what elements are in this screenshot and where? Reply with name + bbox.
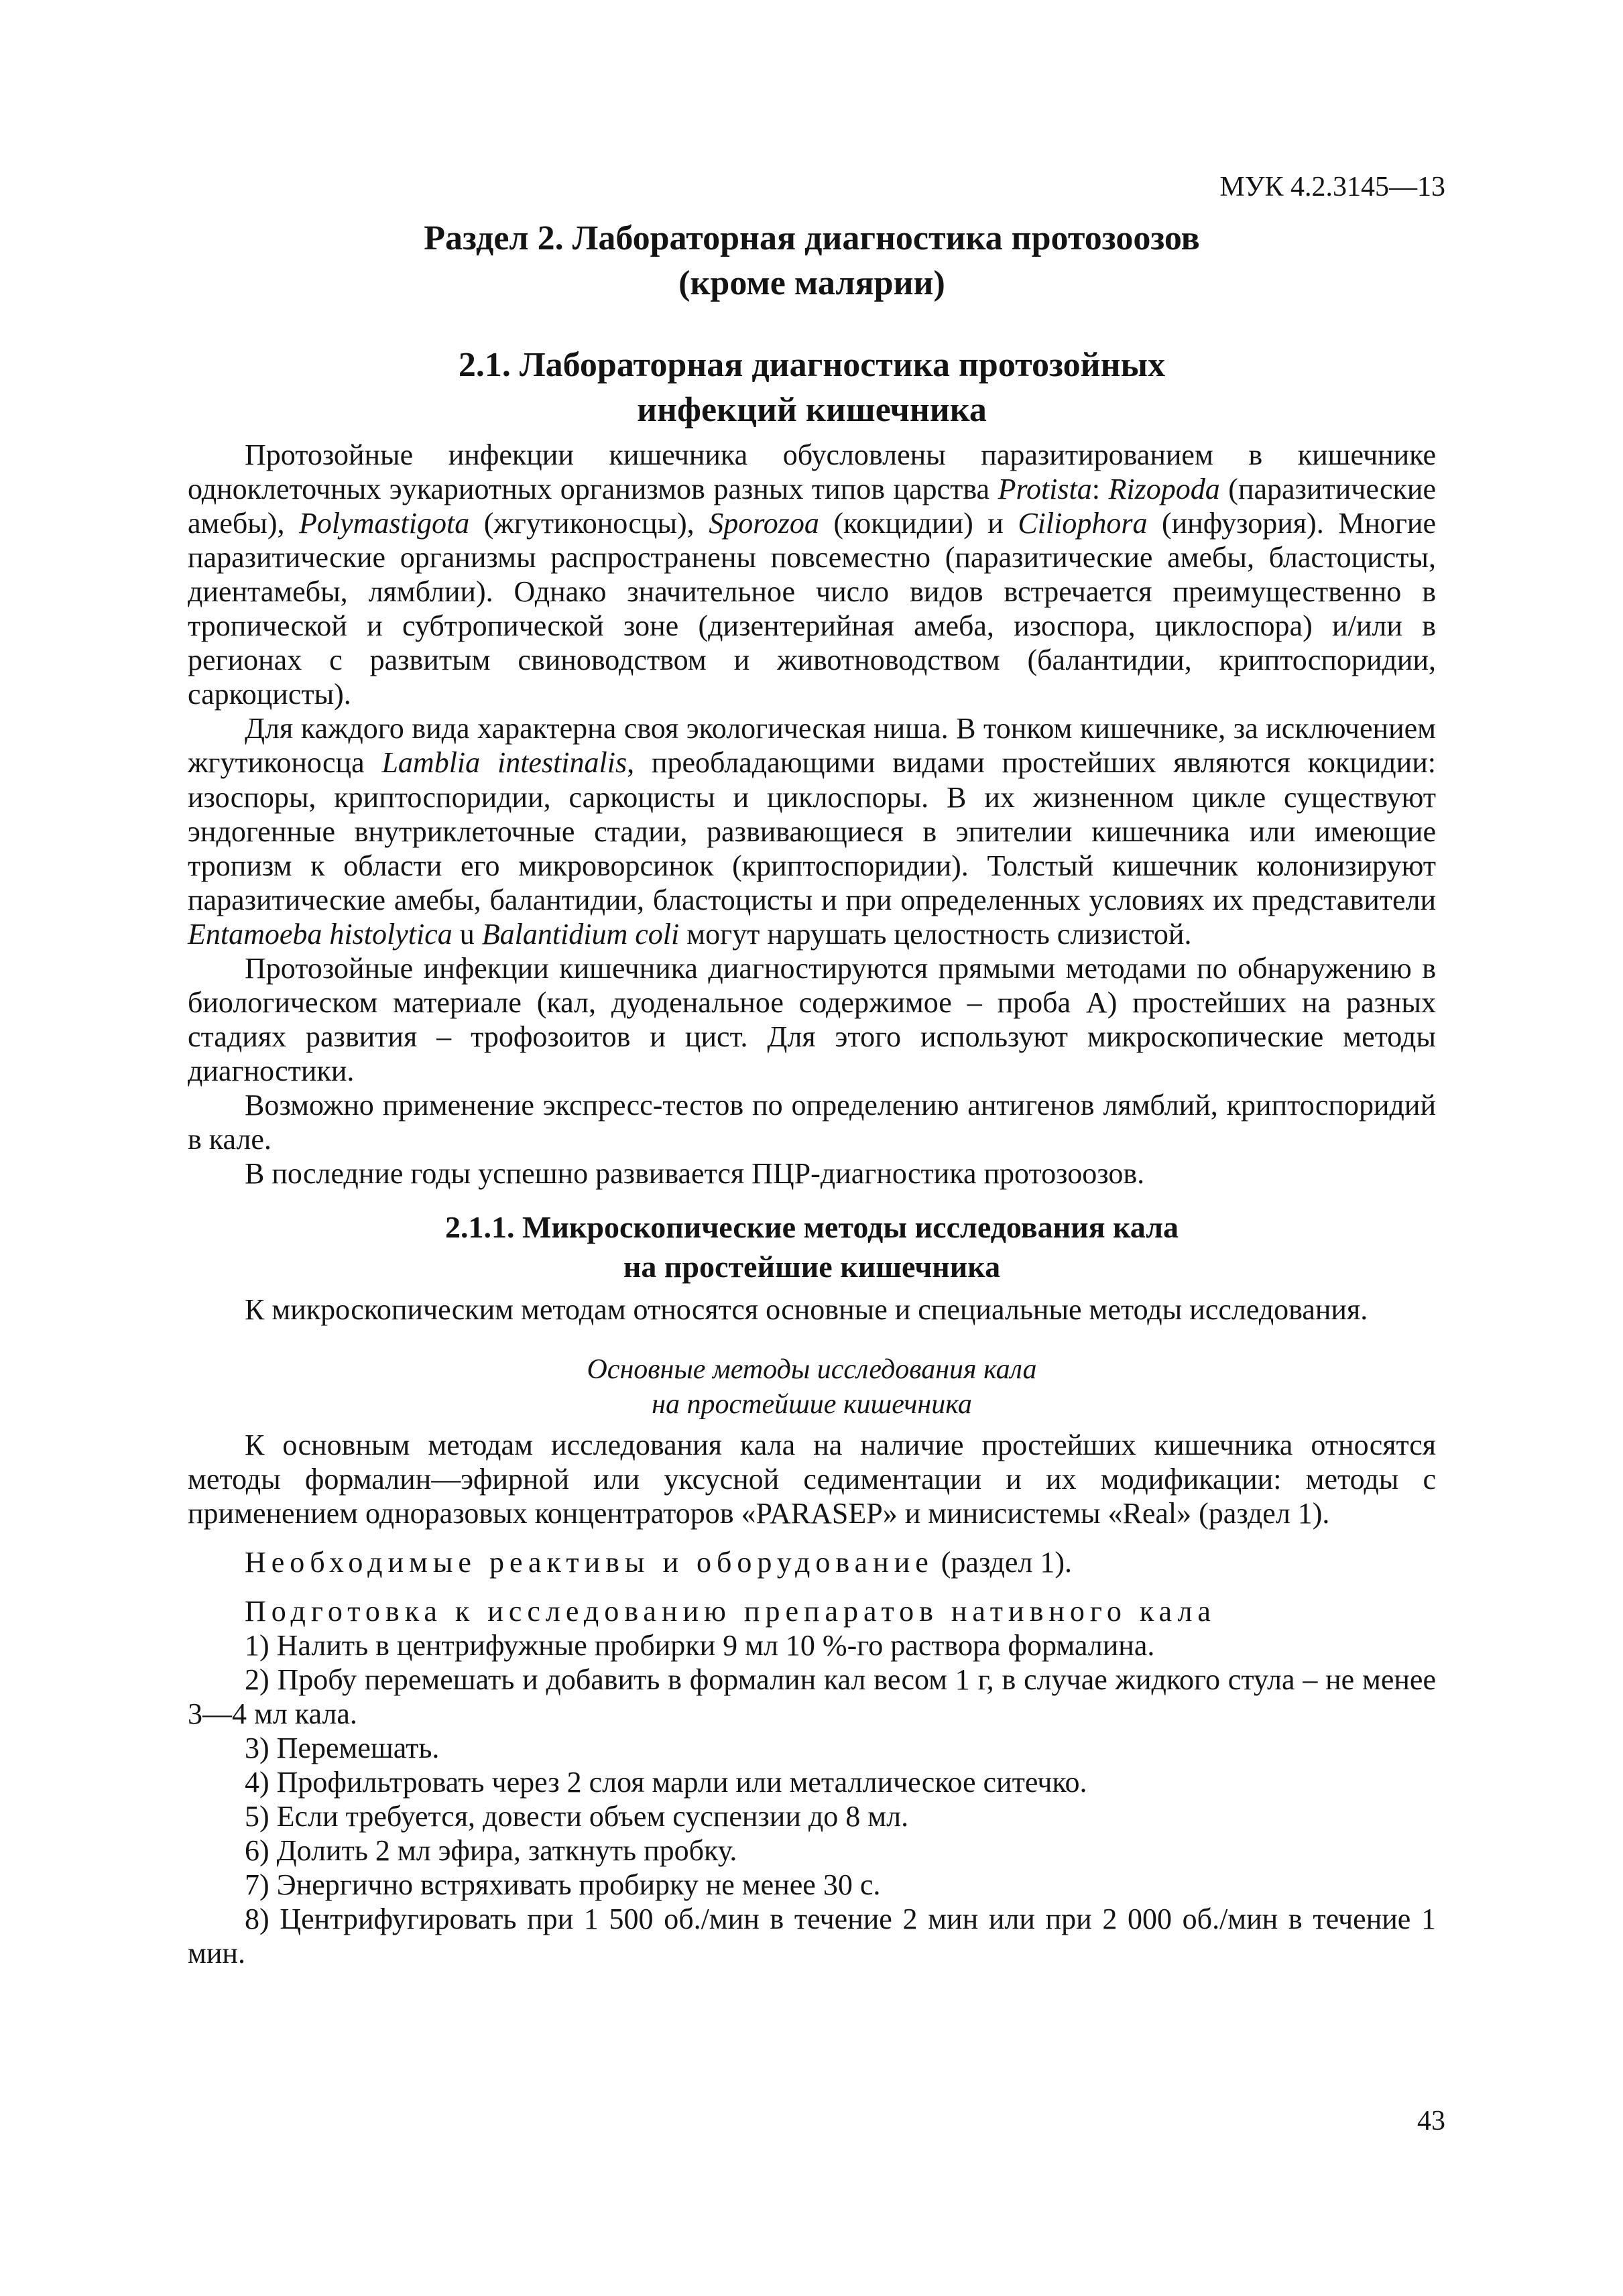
intro-text <box>188 438 1436 1191</box>
reagents-tail: (раздел 1). <box>933 1545 1073 1579</box>
text-run: Протозойные инфекции кишечника обусловлены паразитированием в кишечнике одноклеточных эукариотных организмов разных типов царства <box>188 438 1436 506</box>
taxon-name: Rizopoda <box>1108 473 1220 506</box>
step-item: 8) Центрифугировать при 1 500 об./мин в течение 2 мин или при 2 000 об./мин в течение 1 мин. <box>188 1902 1436 1970</box>
reagents-line <box>188 1545 1436 1579</box>
methods-subtitle-line1: Основные методы исследования кала <box>587 1353 1037 1385</box>
step-item: 2) Пробу перемешать и добавить в формалин кал весом 1 г, в случае жидкого стула – не менее 3—4 мл кала. <box>188 1663 1436 1730</box>
page-number: 43 <box>1417 2106 1445 2136</box>
step-item: 5) Если требуется, довести объем суспензии до 8 мл. <box>245 1799 909 1833</box>
text-run: (кокцидии) и <box>819 507 1018 540</box>
taxon-name: Protista <box>998 473 1092 506</box>
taxon-name: Balantidium coli <box>481 917 680 951</box>
intro-paragraph-4: Возможно применение экспресс-тестов по определению антигенов лямблий, криптоспоридий в кале. <box>188 1088 1436 1156</box>
document-code: МУК 4.2.3145—13 <box>1219 172 1445 202</box>
text-run: могут нарушать целостность слизистой. <box>679 917 1192 951</box>
step-item: 3) Перемешать. <box>245 1731 440 1764</box>
microscopy-paragraph: К микроскопическим методам относятся основные и специальные методы исследования. <box>245 1292 1368 1326</box>
intro-paragraph-2 <box>188 711 1436 951</box>
text-run: (жгутиконосцы), <box>469 507 709 540</box>
methods-subtitle-line2: на простейшие кишечника <box>652 1389 972 1421</box>
step-item: 6) Долить 2 мл эфира, заткнуть пробку. <box>245 1834 737 1867</box>
subsection-title-line2: инфекций кишечника <box>637 390 987 429</box>
step-item: 7) Энергично встряхивать пробирку не менее 30 с. <box>245 1868 881 1902</box>
taxon-name: Lamblia intestinalis <box>381 746 627 780</box>
intro-paragraph-3: Протозойные инфекции кишечника диагностируются прямыми методами по обнаружению в биологическом материале (кал, дуоденальное содержимое – проба А) простейших на разных стадиях развития – трофозоитов и цист. Для этого используют микроскопические методы диагностики. <box>188 951 1436 1087</box>
text-run: u <box>452 917 482 951</box>
step-item: 4) Профильтровать через 2 слоя марли или металлическое ситечко. <box>245 1765 1087 1799</box>
subsection-title-line1: 2.1. Лабораторная диагностика протозойных <box>458 346 1166 385</box>
page-body <box>188 171 1436 1970</box>
steps-list <box>188 1628 1436 1970</box>
text-run: , преобладающими видами простейших являются кокцидии: изоспоры, криптоспоридии, саркоцисты и циклоспоры. В их жизненном цикле существуют эндогенные внутриклеточные стадии, развивающиеся в эпителии кишечника или имеющие тропизм к области его микроворсинок (криптоспоридии). Толстый кишечник колонизируют паразитические амебы, балантидии, бластоцисты и при определенных условиях их представители <box>188 746 1437 916</box>
text-run: (инфузория). Многие паразитические организмы распространены повсеместно (паразитические амебы, бластоцисты, диентамебы, лямблии). Однако значительное число видов встречается преимущественно в тропической и субтропической зоне (дизентерийная амеба, изоспора, циклоспора) и/или в регионах с развитым свиноводством и животноводством (балантидии, криптоспоридии, саркоцисты). <box>188 507 1437 711</box>
taxon-name: Ciliophora <box>1018 507 1148 540</box>
prep-title-line <box>188 1594 1436 1628</box>
step-item: 1) Налить в центрифужные пробирки 9 мл 10 %-го раствора формалина. <box>245 1628 1155 1662</box>
methods-subtitle <box>188 1352 1436 1423</box>
methods-text <box>188 1428 1436 1628</box>
intro-paragraph-1 <box>188 438 1436 711</box>
section-title-line1: Раздел 2. Лабораторная диагностика протозоозов <box>424 219 1200 257</box>
section-title-line2: (кроме малярии) <box>678 263 945 302</box>
taxon-name: Sporozoa <box>709 507 819 540</box>
taxon-name: Entamoeba histolytica <box>188 917 453 951</box>
microscopy-text <box>188 1292 1436 1327</box>
intro-paragraph-5: В последние годы успешно развивается ПЦР-диагностика протозоозов. <box>245 1156 1145 1190</box>
taxon-name: Polymastigota <box>299 507 470 540</box>
subsection-title <box>188 343 1436 432</box>
section-title <box>188 217 1436 306</box>
subsubsection-title-line1: 2.1.1. Микроскопические методы исследования кала <box>444 1209 1179 1244</box>
methods-paragraph: К основным методам исследования кала на наличие простейших кишечника относятся методы формалин—эфирной или уксусной седиментации и их модификации: методы с применением одноразовых концентраторов «PARASEP» и минисистемы «Real» (раздел 1). <box>188 1428 1436 1530</box>
reagents-label: Необходимые реактивы и оборудование <box>245 1545 934 1579</box>
text-run: Для каждого вида характерна своя экологическая ниша. В тонком кишечнике, за исключением жгутиконосца <box>188 712 1436 780</box>
subsubsection-title-line2: на простейшие кишечника <box>623 1249 1001 1284</box>
subsubsection-title <box>188 1208 1436 1287</box>
text-run: : <box>1091 473 1109 506</box>
text-run: (паразитические амебы), <box>188 473 1436 540</box>
prep-title: Подготовка к исследованию препаратов нативного кала <box>245 1594 1216 1628</box>
